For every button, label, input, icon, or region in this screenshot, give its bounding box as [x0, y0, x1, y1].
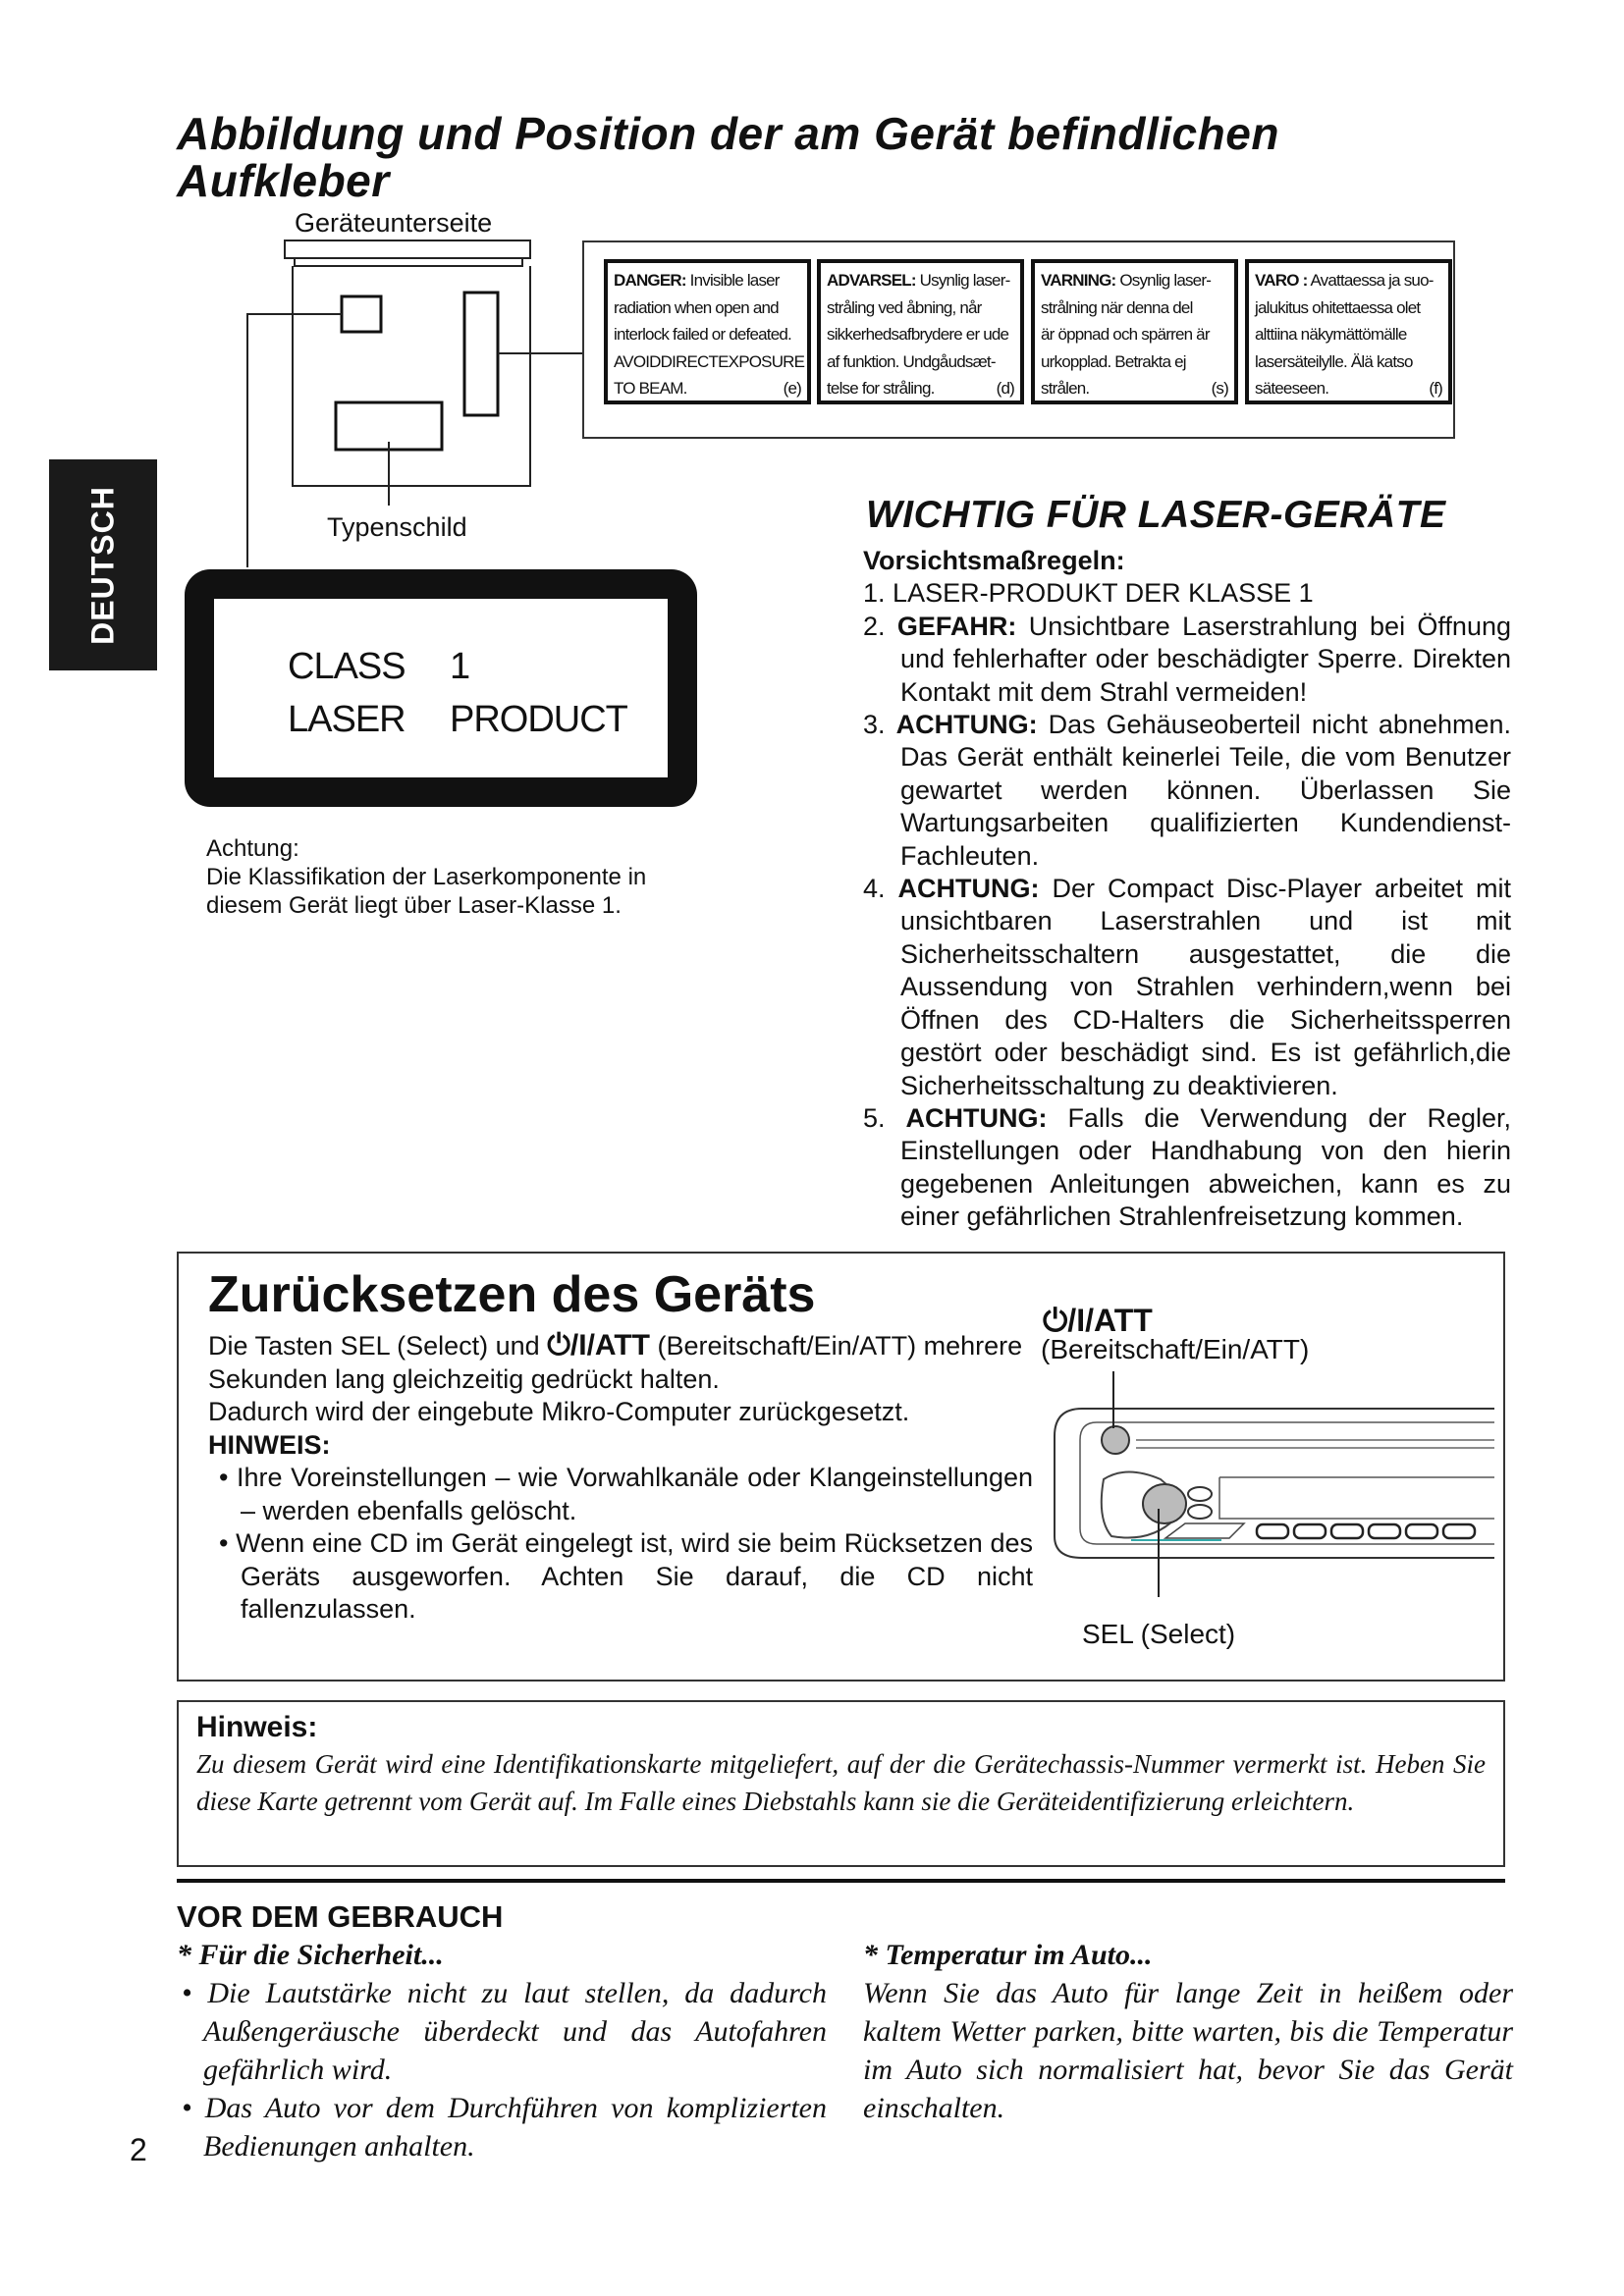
class-1-laser-label: CLASS 1 LASER PRODUCT	[185, 569, 697, 807]
type-plate-label: Typenschild	[327, 512, 467, 542]
warning-label-e: DANGER: Invisible laser radiation when open and interlock failed or defeated. AVOIDDIRECTEXPOSURE TO BEAM. (e)	[604, 259, 811, 404]
page-number: 2	[130, 2132, 147, 2167]
language-tab-deutsch: DEUTSCH	[49, 459, 157, 670]
temperature-column: * Temperatur im Auto... Wenn Sie das Auto für lange Zeit in heißem oder kaltem Wetter parken, bitte warten, bis die Temperatur im Auto sich normalisiert hat, bevor Sie das Gerät einschalten.	[863, 1939, 1513, 2124]
divider	[177, 1879, 1505, 1883]
list-item: 4. ACHTUNG: Der Compact Disc-Player arbeitet mit unsichtbaren Laserstrahlen und ist mit Sicherheitsschaltern ausgestattet, die die Aussendung von Strahlen verhindern,wenn bei Öffnen des CD-Halters die Sicherheitssperren gestört oder beschädigt sind. Es ist gefährlich,die Sicherheitsschaltung zu deaktivieren.	[863, 874, 1511, 1100]
power-att-key-label: ⏻/I/ATT	[1043, 1303, 1153, 1338]
safety-column: * Für die Sicherheit... • Die Lautstärke nicht zu laut stellen, da dadurch Außengeräusche überdeckt und das Autofahren gefährlich wird. • Das Auto vor dem Durchführen von komplizierten Bedienungen anhalten.	[177, 1939, 827, 2163]
reset-section: Zurücksetzen des Geräts Die Tasten SEL (Select) und ⏻/I/ATT (Bereitschaft/Ein/ATT) mehrere Sekunden lang gleichzeitig gedrückt halten. Dadurch wird der eingebute Mikro-Computer zurückgesetzt. HINWEIS: • Ihre Voreinstellungen – wie Vorwahlkanäle oder Klangeinstellungen – werden ebenfalls gelöscht. • Wenn eine CD im Gerät eingelegt ist, wird sie beim Rücksetzen des Geräts ausgeworfen. Achten Sie darauf, die CD nicht fallenzulassen. ⏻/I/ATT (Bereitschaft/Ein/ATT) SEL (Select)	[177, 1252, 1505, 1682]
power-att-desc: (Bereitschaft/Ein/ATT)	[1041, 1334, 1310, 1364]
warning-label-panel	[582, 240, 1455, 439]
car-stereo-faceplate-diagram	[1043, 1371, 1494, 1617]
before-use-heading: VOR DEM GEBRAUCH	[177, 1899, 504, 1934]
class-note: Achtung: Die Klassifikation der Laserkomponente in diesem Gerät liegt über Laser-Klasse 1.	[206, 835, 647, 919]
warning-label-s: VARNING: Osynlig laser- strålning när denna del är öppnad och spärren är urkopplad. Betrakta ej strålen. (s)	[1031, 259, 1238, 404]
reset-heading: Zurücksetzen des Geräts	[208, 1266, 816, 1323]
warning-label-d: ADVARSEL: Usynlig laser- stråling ved åbning, når sikkerhedsafbrydere er ude af funktion. Undgåudsæt- telse for stråling. (d)	[817, 259, 1024, 404]
sel-button-label: SEL (Select)	[1082, 1619, 1236, 1649]
list-item: • Ihre Voreinstellungen – wie Vorwahlkanäle oder Klangeinstellungen – werden ebenfalls gelöscht.	[219, 1463, 1033, 1525]
warning-label-f: VARO : Avattaessa ja suo- jalukitus ohitettaessa olet alttiina näkymättömälle lasersäteilylle. Älä katso säteeseen. (f)	[1245, 259, 1452, 404]
list-item: 3. ACHTUNG: Das Gehäuseoberteil nicht abnehmen. Das Gerät enthält keinerlei Teile, die vom Benutzer gewartet werden können. Überlassen Sie Wartungsarbeiten qualifizierten Kundendienst-Fachleuten.	[863, 710, 1511, 871]
page-title: Abbildung und Position der am Gerät befindlichen Aufkleber	[177, 108, 1279, 206]
list-item: • Wenn eine CD im Gerät eingelegt ist, wird sie beim Rücksetzen des Geräts ausgeworfen. Achten Sie darauf, die CD nicht fallenzulassen.	[219, 1528, 1033, 1624]
list-item: 1. LASER-PRODUKT DER KLASSE 1	[863, 578, 1314, 609]
bottom-side-label: Geräteunterseite	[295, 208, 493, 238]
hinweis-box: Hinweis: Zu diesem Gerät wird eine Identifikationskarte mitgeliefert, auf der die Gerätechassis-Nummer vermerkt ist. Heben Sie diese Karte getrennt vom Gerät auf. Im Falle eines Diebstahls kann sie die Geräteidentifizierung erleichtern.	[177, 1700, 1505, 1867]
list-item: 5. ACHTUNG: Falls die Verwendung der Regler, Einstellungen oder Handhabung von den hierin gegebenen Anleitungen abweichen, kann es zu einer gefährlichen Strahlenfreisetzung kommen.	[863, 1102, 1511, 1232]
laser-heading: WICHTIG FÜR LASER-GERÄTE	[866, 494, 1446, 536]
list-item: 2. GEFAHR: Unsichtbare Laserstrahlung bei Öffnung und fehlerhafter oder beschädigter Sperre. Direkten Kontakt mit dem Strahl vermeiden!	[863, 611, 1511, 707]
laser-precautions: Vorsichtsmaßregeln: 1. LASER-PRODUKT DER KLASSE 1 2. GEFAHR: Unsichtbare Laserstrahlung bei Öffnung und fehlerhafter oder beschädigter Sperre. Direkten Kontakt mit dem Strahl vermeiden! 3. ACHTUNG: Das Gehäuseoberteil nicht abnehmen. Das Gerät enthält keinerlei Teile, die vom Benutzer gewartet werden können. Überlassen Sie Wartungsarbeiten qualifizierten Kundendienst-Fachleuten. 4. ACHTUNG: Der Compact Disc-Player arbeitet mit unsichtbaren Laserstrahlen und ist mit Sicherheitsschaltern ausgestattet, die die Aussendung von Strahlen verhindern,wenn bei Öffnen des CD-Halters die Sicherheitssperren gestört oder beschädigt sind. Es ist gefährlich,die Sicherheitsschaltung zu deaktivieren. 5. ACHTUNG: Falls die Verwendung der Regler, Einstellungen oder Handhabung von den hierin gegebenen Anleitungen abweichen, kann es zu einer gefährlichen Strahlenfreisetzung kommen.	[863, 545, 1511, 1234]
power-att-key: ⏻/I/ATT	[547, 1329, 651, 1362]
